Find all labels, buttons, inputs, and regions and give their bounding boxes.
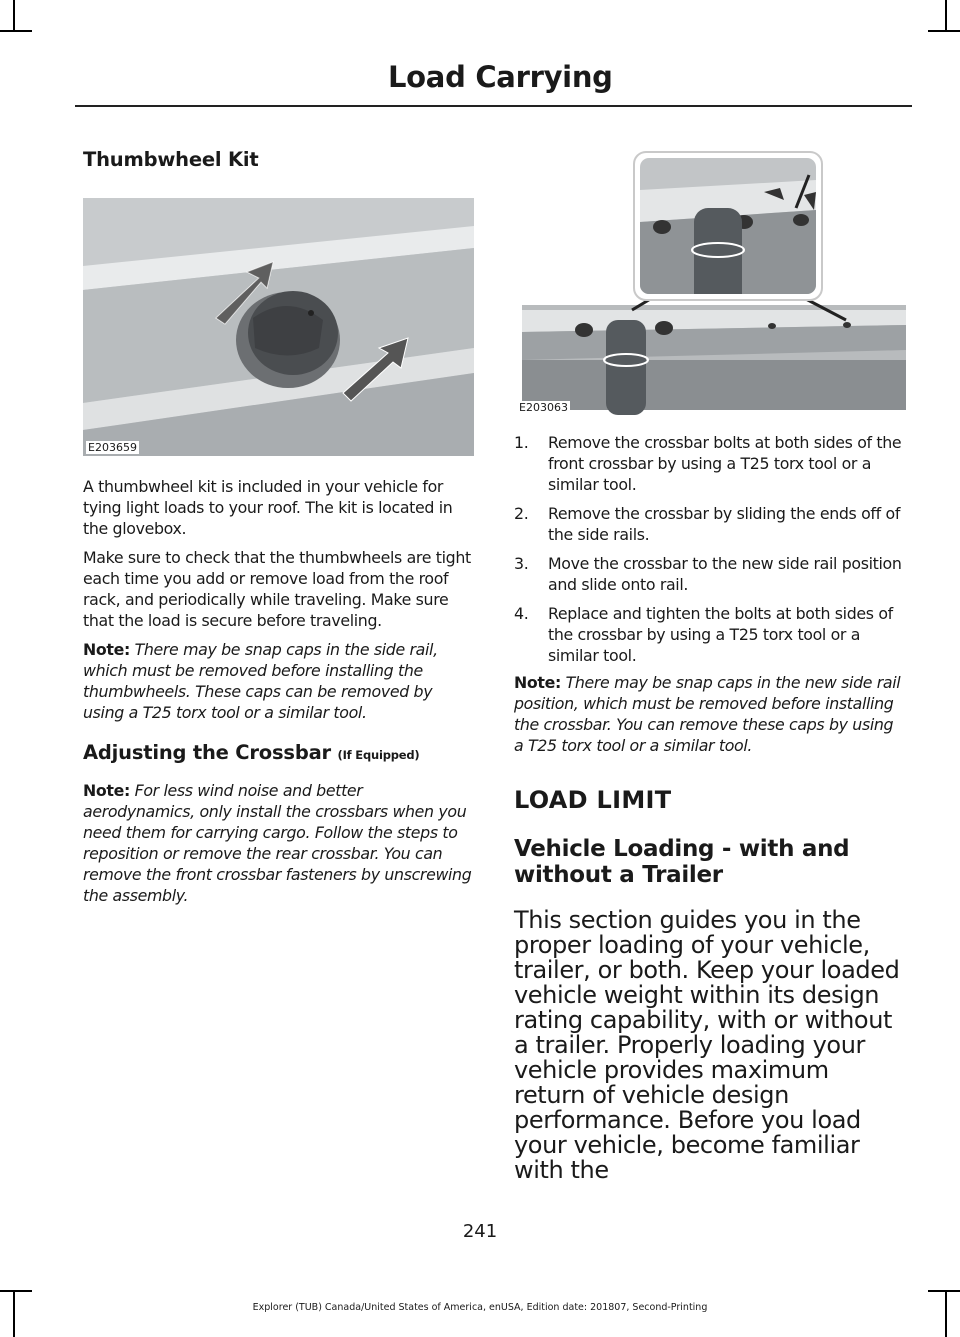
crop-mark [945, 0, 947, 32]
thumbwheel-figure [83, 198, 474, 456]
note-label: Note: [83, 640, 130, 659]
crop-mark [13, 1290, 15, 1337]
chapter-title: Load Carrying [388, 60, 613, 94]
crossbar-note [83, 780, 476, 906]
heading-text: Adjusting the Crossbar [83, 741, 331, 764]
left-column [83, 148, 476, 906]
new-side-rail-note [514, 672, 906, 756]
crossbar-figure [514, 150, 906, 420]
list-item [514, 553, 906, 595]
snap-caps-note [83, 639, 476, 723]
footer-edition-text: Explorer (TUB) Canada/United States of America, enUSA, Edition date: 201807, Second-Printing [252, 1302, 708, 1313]
note-text: There may be snap caps in the side rail, which must be removed before installing the thumbwheels. These caps can be removed by using a T25 torx tool or a similar tool. [83, 640, 438, 722]
load-limit-heading: LOAD LIMIT [514, 786, 672, 814]
crop-mark [928, 30, 960, 32]
page-number: 241 [462, 1221, 498, 1242]
note-label: Note: [83, 781, 130, 800]
note-text: There may be snap caps in the new side rail position, which must be removed before installing the crossbar. You can remove these caps by using a T25 torx tool or a similar tool. [514, 673, 901, 755]
crop-mark [13, 0, 15, 32]
crop-mark [928, 1290, 960, 1292]
note-text: For less wind noise and better aerodynamics, only install the crossbars when you need them for carrying cargo. Follow the steps to reposition or remove the rear crossbar. You can remove the front crossbar fasteners by unscrewing the assembly. [83, 781, 472, 905]
note-label: Note: [514, 673, 561, 692]
header-divider [75, 105, 912, 107]
heading-qualifier: (If Equipped) [337, 748, 420, 762]
thumbwheel-paragraph-1: A thumbwheel kit is included in your vehicle for tying light loads to your roof. The kit is located in the glovebox. [83, 477, 453, 538]
step-text: Remove the crossbar bolts at both sides of the front crossbar by using a T25 torx tool or a similar tool. [548, 433, 902, 494]
list-item [514, 503, 906, 545]
list-item [514, 603, 906, 666]
adjusting-crossbar-heading [83, 741, 476, 764]
crossbar-steps-list [514, 432, 906, 666]
vehicle-loading-lead-paragraph: This section guides you in the proper loading of your vehicle, trailer, or both. Keep your loaded vehicle weight within its design rating capability, with or without a trailer. Properly loading your vehicle provides maximum return of vehicle design performance. Before you load your vehicle, become familiar with the [514, 906, 900, 1184]
step-number: 1. [514, 433, 529, 452]
step-text: Replace and tighten the bolts at both sides of the crossbar by using a T25 torx tool or a similar tool. [548, 604, 893, 665]
right-column [514, 150, 906, 1183]
crop-mark [0, 30, 32, 32]
list-item [514, 432, 906, 495]
crossbar-illustration [514, 150, 906, 420]
vehicle-loading-heading: Vehicle Loading - with and without a Trailer [514, 836, 850, 888]
thumbwheel-paragraph-2: Make sure to check that the thumbwheels are tight each time you add or remove load from the roof rack, and periodically while traveling. Make sure that the load is secure before traveling. [83, 548, 471, 630]
step-number: 4. [514, 604, 529, 623]
figure-id-label: E203659 [88, 441, 137, 454]
thumbwheel-illustration [83, 198, 474, 456]
step-text: Remove the crossbar by sliding the ends off of the side rails. [548, 504, 901, 544]
crop-mark [945, 1290, 947, 1337]
step-text: Move the crossbar to the new side rail position and slide onto rail. [548, 554, 902, 594]
thumbwheel-kit-heading: Thumbwheel Kit [83, 148, 259, 171]
figure-id-label: E203063 [519, 401, 568, 414]
step-number: 2. [514, 504, 529, 523]
step-number: 3. [514, 554, 529, 573]
crop-mark [0, 1290, 32, 1292]
